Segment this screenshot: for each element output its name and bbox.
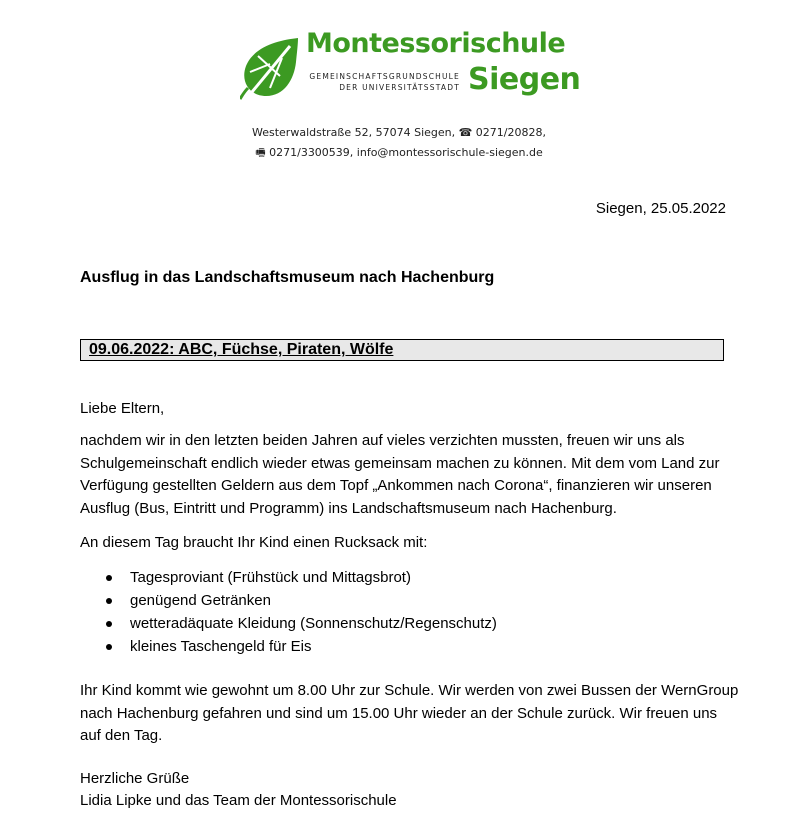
paragraph-backpack: An diesem Tag braucht Ihr Kind einen Rucksack mit: <box>80 534 428 551</box>
paragraph-intro: nachdem wir in den letzten beiden Jahren auf vieles verzichten mussten, freuen wir uns als Schulgemeinschaft endlich wieder etwas gemeinsam machen zu können. Mit dem vom Land zur Verfügung gestellten Geldern aus dem Topf „Ankommen nach Corona“, finanzieren wir unseren Ausflug (Bus, Eintritt und Programm) ins Landschaftsmuseum nach Hachenburg. <box>80 432 720 517</box>
list-item: genügend Getränken <box>106 589 497 612</box>
list-item: wetteradäquate Kleidung (Sonnenschutz/Regenschutz) <box>106 612 497 635</box>
list-item: Tagesproviant (Frühstück und Mittagsbrot) <box>106 566 497 589</box>
bullet-icon <box>106 621 112 627</box>
address-line-2: 🖷 0271/3300539, info@montessorischule-siegen.de <box>255 146 543 159</box>
bullet-icon <box>106 575 112 581</box>
event-heading-box <box>80 339 724 361</box>
closing: Herzliche Grüße <box>80 770 190 787</box>
bullet-icon <box>106 644 112 650</box>
backpack-list <box>106 566 497 658</box>
leaf-logo-icon <box>240 36 302 100</box>
signature: Lidia Lipke und das Team der Montessorischule <box>80 792 397 809</box>
address-line-1: Westerwaldstraße 52, 57074 Siegen, ☎ 0271/20828, <box>252 126 546 139</box>
bullet-icon <box>106 598 112 604</box>
greeting: Liebe Eltern, <box>80 400 165 417</box>
paragraph-schedule: Ihr Kind kommt wie gewohnt um 8.00 Uhr zur Schule. Wir werden von zwei Bussen der WernGroup nach Hachenburg gefahren und sind um 15.00 Uhr wieder an der Schule zurück. Wir freuen uns auf den Tag. <box>80 682 739 744</box>
letter-subject: Ausflug in das Landschaftsmuseum nach Hachenburg <box>80 269 495 286</box>
event-heading: 09.06.2022: ABC, Füchse, Piraten, Wölfe <box>89 341 394 358</box>
school-city: Siegen <box>468 62 581 97</box>
letter-date: Siegen, 25.05.2022 <box>595 200 726 217</box>
school-name: Montessorischule <box>306 28 566 59</box>
school-subtitle-line2: DER UNIVERSITÄTSSTADT <box>339 83 460 92</box>
school-subtitle-line1: GEMEINSCHAFTSGRUNDSCHULE <box>309 72 460 81</box>
list-item: kleines Taschengeld für Eis <box>106 635 497 658</box>
